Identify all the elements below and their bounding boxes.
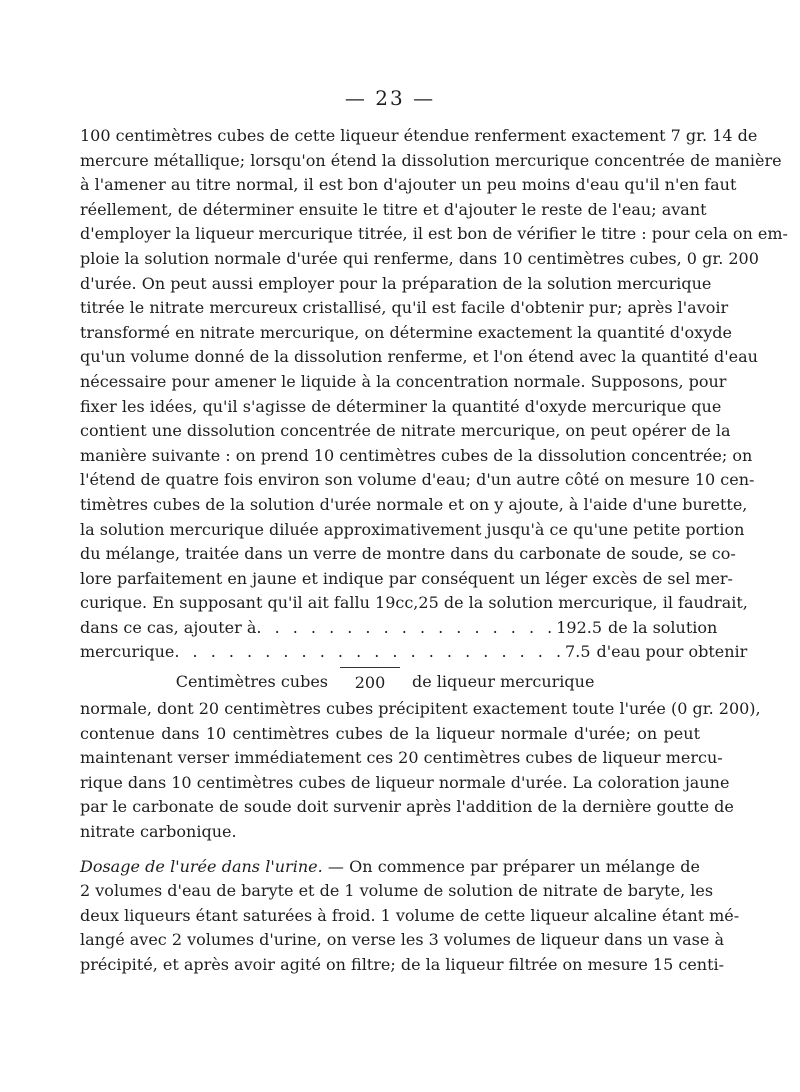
text-line: curique. En supposant qu'il ait fallu 19cc,25 de la solution mercurique, il faudrait, xyxy=(80,593,748,613)
calc-value: 7.5 xyxy=(565,642,591,662)
text-line: réellement, de déterminer ensuite le titre et d'ajouter le reste de l'eau; avant xyxy=(80,199,707,219)
lead-line-rest: — On commence par préparer un mélange de xyxy=(322,856,701,876)
text-line: contenue dans 10 centimètres cubes de la liqueur normale d'urée; on peut xyxy=(80,723,700,743)
text-line: nécessaire pour amener le liquide à la concentration normale. Supposons, pour xyxy=(80,371,727,391)
text-line: deux liqueurs étant saturées à froid. 1 volume de cette liqueur alcaline étant mé- xyxy=(80,905,740,925)
text-line: d'urée. On peut aussi employer pour la préparation de la solution mercurique xyxy=(80,273,712,293)
calc-unit: de la solution xyxy=(608,617,718,637)
text-line: du mélange, traitée dans un verre de montre dans du carbonate de soude, se co- xyxy=(80,544,736,564)
text-line: précipité, et après avoir agité on filtre; de la liqueur filtrée on mesure 15 centi- xyxy=(80,955,725,974)
text-line: d'employer la liqueur mercurique titrée, il est bon de vérifier le titre : pour cela on em- xyxy=(80,224,788,244)
calc-total-label: Centimètres cubes xyxy=(175,672,328,692)
text-line: 100 centimètres cubes de cette liqueur étendue renferment exactement 7 gr. 14 de xyxy=(80,126,758,145)
calc-leader-dots: . . . . . . . . . . . . . . . . . xyxy=(256,617,557,637)
calc-label: mercurique xyxy=(80,642,175,662)
text-line: qu'un volume donné de la dissolution renferme, et l'on étend avec la quantité d'eau xyxy=(80,347,758,367)
calc-row-2 xyxy=(80,640,748,665)
text-line: 2 volumes d'eau de baryte et de 1 volume de solution de nitrate de baryte, les xyxy=(80,881,714,901)
calc-total-unit: de liqueur mercurique xyxy=(412,672,595,692)
calc-total-value: 200 xyxy=(340,667,400,697)
text-line: nitrate carbonique. xyxy=(80,822,237,842)
paragraph-3 xyxy=(80,855,740,978)
calc-row-1 xyxy=(80,616,718,641)
paragraph-2 xyxy=(80,697,761,845)
text-line: timètres cubes de la solution d'urée normale et on y ajoute, à l'aide d'une burette, xyxy=(80,494,748,514)
calculation-block xyxy=(80,616,748,697)
paragraph-spacer xyxy=(80,845,700,855)
text-line: langé avec 2 volumes d'urine, on verse les 3 volumes de liqueur dans un vase à xyxy=(80,930,724,950)
text-line: ploie la solution normale d'urée qui renferme, dans 10 centimètres cubes, 0 gr. 200 xyxy=(80,248,759,268)
text-line: la solution mercurique diluée approximativement jusqu'à ce qu'une petite portion xyxy=(80,519,745,539)
text-line: par le carbonate de soude doit survenir après l'addition de la dernière goutte de xyxy=(80,797,734,817)
calc-unit: d'eau pour obtenir xyxy=(596,642,748,662)
document-page xyxy=(80,86,788,978)
text-line: mercure métallique; lorsqu'on étend la dissolution mercurique concentrée de manière xyxy=(80,150,782,170)
text-line: transformé en nitrate mercurique, on détermine exactement la quantité d'oxyde xyxy=(80,322,732,342)
page-number: — 23 — xyxy=(344,86,436,110)
text-line: rique dans 10 centimètres cubes de liqueur normale d'urée. La coloration jaune xyxy=(80,772,730,792)
section-lead: Dosage de l'urée dans l'urine. xyxy=(80,856,323,876)
text-line: manière suivante : on prend 10 centimètres cubes de la dissolution concentrée; on xyxy=(80,445,753,465)
text-line: contient une dissolution concentrée de nitrate mercurique, on peut opérer de la xyxy=(80,421,731,441)
calc-value: 192.5 xyxy=(556,617,603,637)
calc-leader-dots: . . . . . . . . . . . . . . . . . . . . . . xyxy=(174,642,566,662)
text-line xyxy=(80,855,700,880)
calc-total-row xyxy=(80,667,700,697)
text-line: titrée le nitrate mercureux cristallisé, qu'il est facile d'obtenir pur; après l'avoir xyxy=(80,298,729,318)
paragraph-1 xyxy=(80,124,788,616)
calc-label: dans ce cas, ajouter à xyxy=(80,617,257,637)
text-line: normale, dont 20 centimètres cubes précipitent exactement toute l'urée (0 gr. 200), xyxy=(80,699,761,719)
text-line: fixer les idées, qu'il s'agisse de déterminer la quantité d'oxyde mercurique que xyxy=(80,396,722,416)
text-line: maintenant verser immédiatement ces 20 centimètres cubes de liqueur mercu- xyxy=(80,748,723,768)
text-line: l'étend de quatre fois environ son volume d'eau; d'un autre côté on mesure 10 cen- xyxy=(80,470,755,490)
text-line: à l'amener au titre normal, il est bon d'ajouter un peu moins d'eau qu'il n'en faut xyxy=(80,175,737,195)
text-line: lore parfaitement en jaune et indique par conséquent un léger excès de sel mer- xyxy=(80,568,733,588)
